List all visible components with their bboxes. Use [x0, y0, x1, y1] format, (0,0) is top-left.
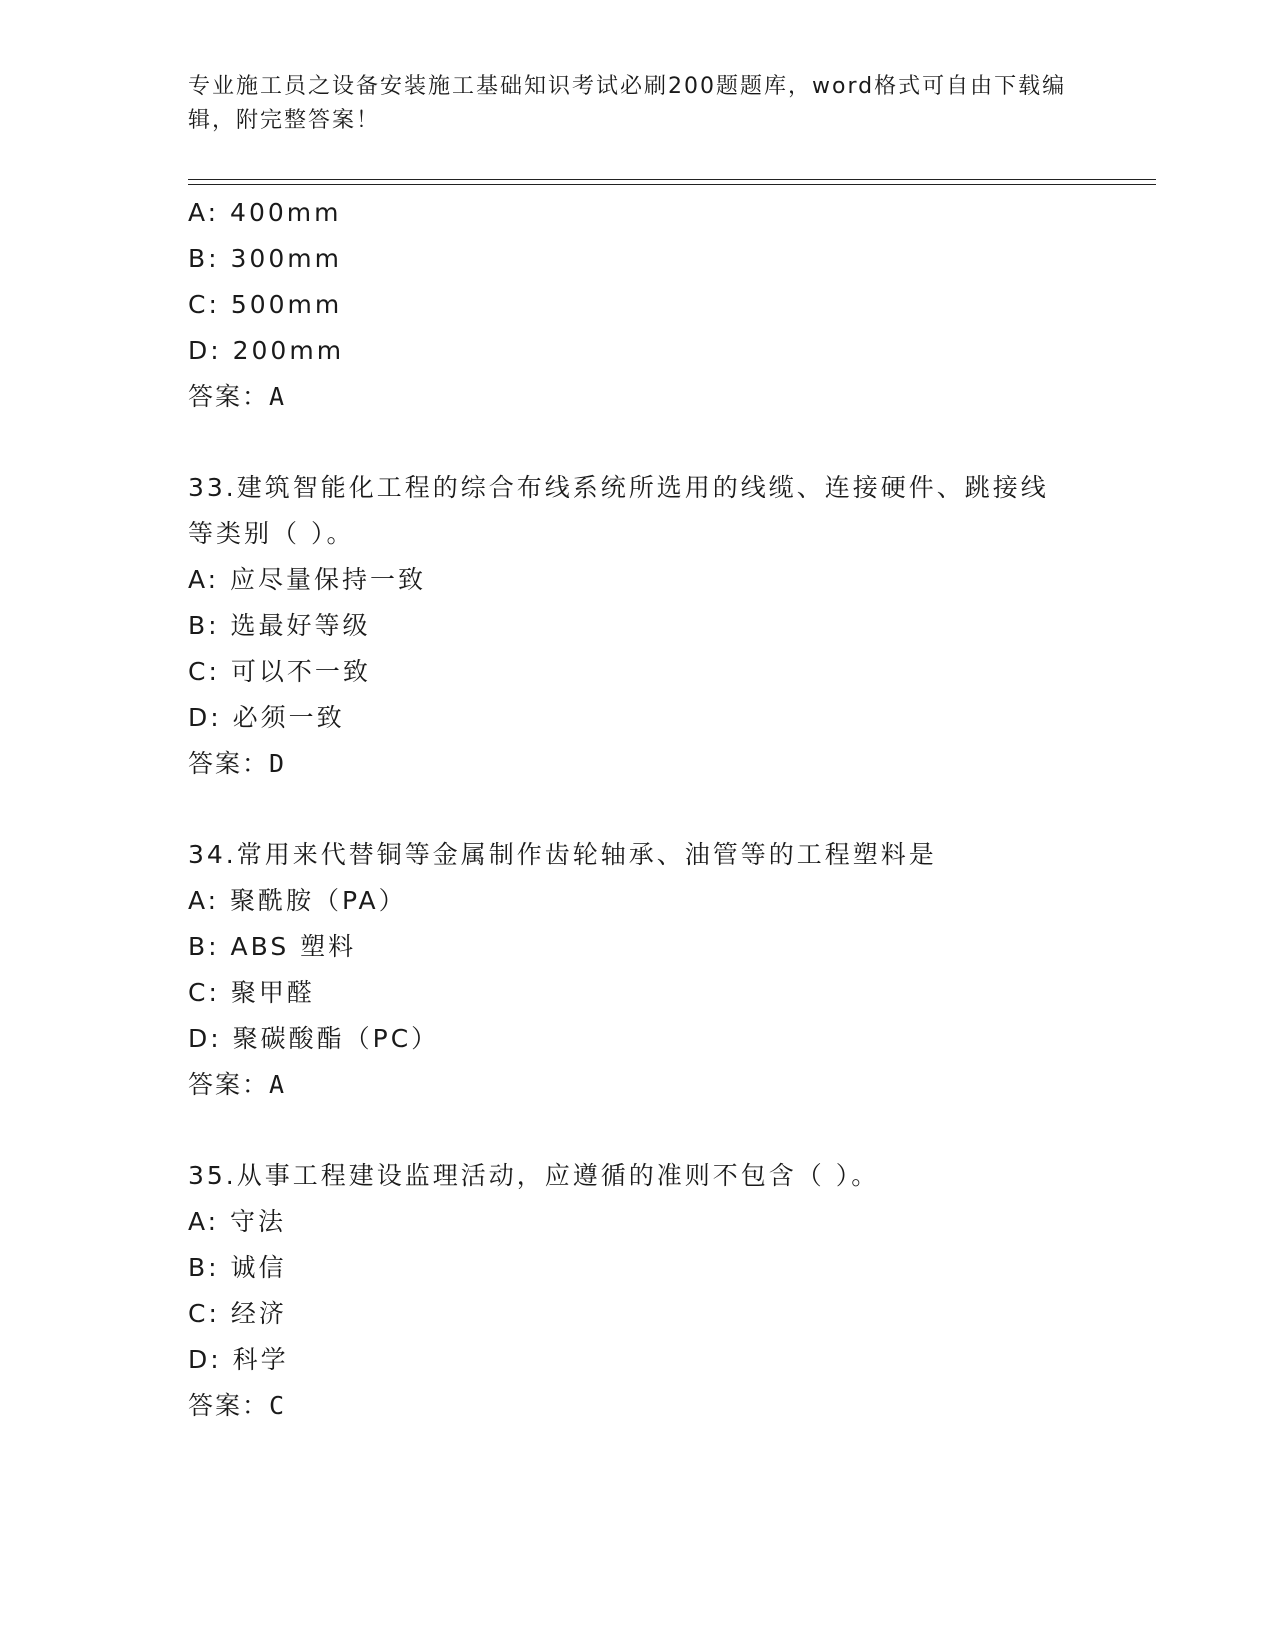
option-a: A: 守法: [188, 1207, 287, 1236]
answer: 答案：C: [188, 1391, 287, 1420]
question-text-line1: 33.建筑智能化工程的综合布线系统所选用的线缆、连接硬件、跳接线: [188, 473, 1049, 502]
answer: 答案：D: [188, 749, 287, 778]
header-divider-top: [188, 179, 1156, 180]
option-a: A: 400mm: [188, 198, 342, 227]
header-divider-bottom: [188, 184, 1156, 185]
option-a: A: 应尽量保持一致: [188, 565, 427, 594]
question-list: [188, 190, 1088, 1429]
question-32: [188, 190, 1088, 420]
question-33: [188, 465, 1088, 787]
option-d: D: 必须一致: [188, 703, 345, 732]
question-35: [188, 1153, 1088, 1429]
question-34: [188, 832, 1088, 1108]
option-d: D: 200mm: [188, 336, 345, 365]
option-c: C: 经济: [188, 1299, 287, 1328]
option-d: D: 科学: [188, 1345, 289, 1374]
question-text-line2: 等类别（ ）。: [188, 519, 355, 548]
answer: 答案：A: [188, 1070, 287, 1099]
option-c: C: 可以不一致: [188, 657, 371, 686]
question-text-line1: 34.常用来代替铜等金属制作齿轮轴承、油管等的工程塑料是: [188, 840, 937, 869]
option-c: C: 500mm: [188, 290, 343, 319]
option-b: B: 选最好等级: [188, 611, 371, 640]
option-a: A: 聚酰胺（PA）: [188, 886, 407, 915]
option-b: B: 诚信: [188, 1253, 287, 1282]
option-c: C: 聚甲醛: [188, 978, 315, 1007]
option-b: B: ABS 塑料: [188, 932, 357, 961]
document-header-title: 专业施工员之设备安装施工基础知识考试必刷200题题库，word格式可自由下载编辑，附完整答案！: [188, 74, 1067, 133]
option-d: D: 聚碳酸酯（PC）: [188, 1024, 440, 1053]
question-text-line1: 35.从事工程建设监理活动，应遵循的准则不包含（ ）。: [188, 1161, 880, 1190]
option-b: B: 300mm: [188, 244, 342, 273]
answer: 答案：A: [188, 382, 287, 411]
